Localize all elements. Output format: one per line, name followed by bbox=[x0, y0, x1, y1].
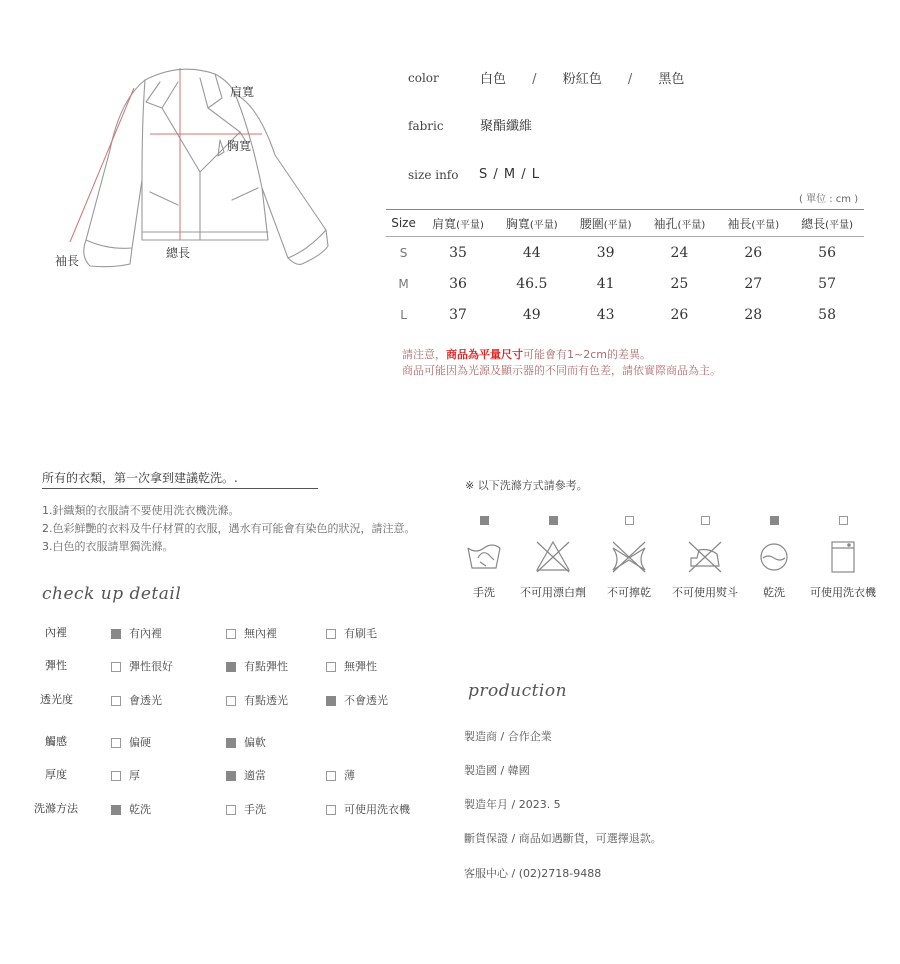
check-option bbox=[326, 692, 388, 708]
table-cell: 56 bbox=[818, 244, 836, 261]
unchecked-box-icon bbox=[226, 805, 236, 815]
unchecked-box-icon bbox=[701, 516, 710, 525]
table-cell: 57 bbox=[818, 275, 836, 292]
hand-wash-icon bbox=[464, 538, 504, 576]
table-cell: 46.5 bbox=[516, 275, 548, 292]
sleeve-label: 袖長 bbox=[55, 254, 80, 268]
country-line: 製造國 / 韓國 bbox=[464, 764, 530, 777]
size-table bbox=[386, 209, 864, 330]
washing-label: 不可擰乾 bbox=[607, 586, 651, 599]
header-length: 總長(平量) bbox=[790, 210, 864, 237]
checked-box-icon bbox=[480, 516, 489, 525]
header-sleeve: 袖長(平量) bbox=[716, 210, 790, 237]
color-separator: / bbox=[532, 72, 537, 87]
no-bleach-icon bbox=[533, 538, 573, 576]
check-option-label: 彈性很好 bbox=[129, 660, 173, 673]
table-cell: 41 bbox=[596, 275, 615, 292]
unchecked-box-icon bbox=[625, 516, 634, 525]
check-option bbox=[111, 625, 162, 641]
washing-label: 可使用洗衣機 bbox=[810, 586, 876, 599]
check-option bbox=[226, 625, 277, 641]
fabric-value: 聚酯纖維 bbox=[480, 119, 533, 134]
check-option bbox=[326, 801, 410, 817]
manufacturer-line: 製造商 / 合作企業 bbox=[464, 730, 552, 743]
check-option bbox=[326, 625, 377, 641]
size-info-label: size info bbox=[408, 168, 459, 182]
check-option-label: 偏軟 bbox=[244, 736, 266, 749]
checked-box-icon bbox=[226, 771, 236, 781]
checked-box-icon bbox=[226, 662, 236, 672]
unchecked-box-icon bbox=[326, 771, 336, 781]
checked-box-icon bbox=[549, 516, 558, 525]
size-values: S / M / L bbox=[479, 167, 539, 182]
color-note: 商品可能因為光源及顯示器的不同而有色差，請依實際商品為主。 bbox=[402, 364, 721, 377]
table-cell: M bbox=[398, 276, 409, 291]
table-cell: 43 bbox=[596, 306, 615, 323]
shoulder-label: 肩寬 bbox=[230, 85, 255, 99]
production-heading: production bbox=[468, 681, 568, 701]
table-row bbox=[386, 237, 864, 269]
check-option bbox=[111, 767, 140, 783]
service-line: 客服中心 / (02)2718-9488 bbox=[464, 867, 602, 880]
guarantee-line: 斷貨保證 / 商品如遇斷貨，可選擇退款。 bbox=[464, 832, 662, 845]
unchecked-box-icon bbox=[839, 516, 848, 525]
washing-label: 不可使用熨斗 bbox=[672, 586, 738, 599]
date-line: 製造年月 / 2023. 5 bbox=[464, 798, 561, 811]
check-option-label: 偏硬 bbox=[129, 736, 151, 749]
unchecked-box-icon bbox=[326, 805, 336, 815]
table-cell: L bbox=[400, 307, 407, 322]
washing-machine-icon bbox=[823, 538, 863, 576]
table-cell: 44 bbox=[522, 244, 541, 261]
check-option-label: 乾洗 bbox=[129, 803, 151, 816]
size-note: 請注意，商品為平量尺寸可能會有1~2cm的差異。 bbox=[402, 348, 651, 361]
check-option-label: 有刷毛 bbox=[344, 627, 377, 640]
check-option bbox=[226, 767, 266, 783]
check-option bbox=[326, 767, 355, 783]
check-detail-heading: check up detail bbox=[42, 584, 182, 604]
check-option-label: 手洗 bbox=[244, 803, 266, 816]
table-cell: 39 bbox=[596, 244, 615, 261]
chest-label: 胸寬 bbox=[227, 139, 252, 153]
table-cell: S bbox=[399, 245, 408, 260]
checked-box-icon bbox=[326, 696, 336, 706]
check-option-label: 適當 bbox=[244, 769, 266, 782]
table-cell: 28 bbox=[744, 306, 763, 323]
check-option bbox=[111, 801, 151, 817]
unchecked-box-icon bbox=[326, 629, 336, 639]
washing-label: 不可用漂白劑 bbox=[520, 586, 586, 599]
check-option bbox=[111, 658, 173, 674]
check-option-label: 可使用洗衣機 bbox=[344, 803, 410, 816]
no-wring-icon bbox=[609, 538, 649, 576]
table-cell: 36 bbox=[449, 275, 467, 292]
check-row-label: 洗滌方法 bbox=[34, 802, 78, 815]
check-option bbox=[226, 801, 266, 817]
header-size: Size bbox=[386, 210, 421, 237]
care-line: 1.針織類的衣服請不要使用洗衣機洗滌。 bbox=[42, 504, 240, 517]
color-option: 黑色 bbox=[658, 72, 685, 87]
unchecked-box-icon bbox=[226, 696, 236, 706]
check-option-label: 會透光 bbox=[129, 694, 162, 707]
check-option-label: 有點透光 bbox=[244, 694, 288, 707]
header-shoulder: 肩寬(平量) bbox=[421, 210, 495, 237]
check-option-label: 不會透光 bbox=[344, 694, 388, 707]
washing-label: 乾洗 bbox=[763, 586, 785, 599]
table-row bbox=[386, 268, 864, 299]
unchecked-box-icon bbox=[111, 662, 121, 672]
color-values bbox=[480, 68, 684, 87]
table-cell: 24 bbox=[670, 244, 689, 261]
header-chest: 胸寬(平量) bbox=[495, 210, 569, 237]
unchecked-box-icon bbox=[111, 738, 121, 748]
check-option bbox=[226, 734, 266, 750]
care-line: 3.白色的衣服請單獨洗滌。 bbox=[42, 540, 174, 553]
unchecked-box-icon bbox=[326, 662, 336, 672]
checked-box-icon bbox=[226, 738, 236, 748]
check-option-label: 無彈性 bbox=[344, 660, 377, 673]
check-option-label: 有內裡 bbox=[129, 627, 162, 640]
table-cell: 58 bbox=[818, 306, 836, 323]
check-row-label: 彈性 bbox=[45, 659, 67, 672]
table-cell: 26 bbox=[744, 244, 763, 261]
jacket-diagram bbox=[50, 60, 350, 280]
check-option bbox=[226, 692, 288, 708]
care-line: 2.色彩鮮艷的衣料及牛仔材質的衣服，遇水有可能會有染色的狀況，請注意。 bbox=[42, 522, 416, 535]
checked-box-icon bbox=[111, 805, 121, 815]
table-cell: 25 bbox=[670, 275, 689, 292]
unchecked-box-icon bbox=[111, 696, 121, 706]
washing-label: 手洗 bbox=[473, 586, 495, 599]
dry-clean-icon bbox=[754, 538, 794, 576]
table-cell: 49 bbox=[522, 306, 541, 323]
check-option bbox=[111, 692, 162, 708]
care-title: 所有的衣類，第一次拿到建議乾洗。. bbox=[42, 469, 318, 489]
check-option bbox=[226, 658, 288, 674]
fabric-label: fabric bbox=[408, 119, 444, 133]
color-option: 白色 bbox=[480, 72, 507, 87]
check-option-label: 有點彈性 bbox=[244, 660, 288, 673]
header-armhole: 袖孔(平量) bbox=[643, 210, 717, 237]
check-option-label: 無內裡 bbox=[244, 627, 277, 640]
color-label: color bbox=[408, 71, 439, 85]
check-option-label: 厚 bbox=[129, 769, 140, 782]
washing-note: ※ 以下洗滌方式請參考。 bbox=[465, 479, 588, 492]
unchecked-box-icon bbox=[111, 771, 121, 781]
checked-box-icon bbox=[770, 516, 779, 525]
no-iron-icon bbox=[685, 538, 725, 576]
size-table-header bbox=[386, 210, 864, 237]
color-separator: / bbox=[627, 72, 633, 87]
checked-box-icon bbox=[111, 629, 121, 639]
check-option bbox=[326, 658, 377, 674]
header-waist: 腰圍(平量) bbox=[569, 210, 643, 237]
table-cell: 26 bbox=[670, 306, 689, 323]
color-option: 粉紅色 bbox=[562, 72, 602, 87]
check-row-label: 厚度 bbox=[45, 768, 67, 781]
table-cell: 35 bbox=[449, 244, 467, 261]
check-option-label: 薄 bbox=[344, 769, 355, 782]
table-row bbox=[386, 299, 864, 330]
table-cell: 27 bbox=[744, 275, 763, 292]
length-label: 總長 bbox=[166, 246, 191, 260]
unchecked-box-icon bbox=[226, 629, 236, 639]
check-option bbox=[111, 734, 151, 750]
check-row-label: 內裡 bbox=[45, 626, 67, 639]
check-row-label: 透光度 bbox=[40, 693, 73, 706]
unit-note: ( 單位 : cm ) bbox=[799, 194, 859, 205]
check-row-label: 觸感 bbox=[45, 735, 67, 748]
table-cell: 37 bbox=[449, 306, 467, 323]
